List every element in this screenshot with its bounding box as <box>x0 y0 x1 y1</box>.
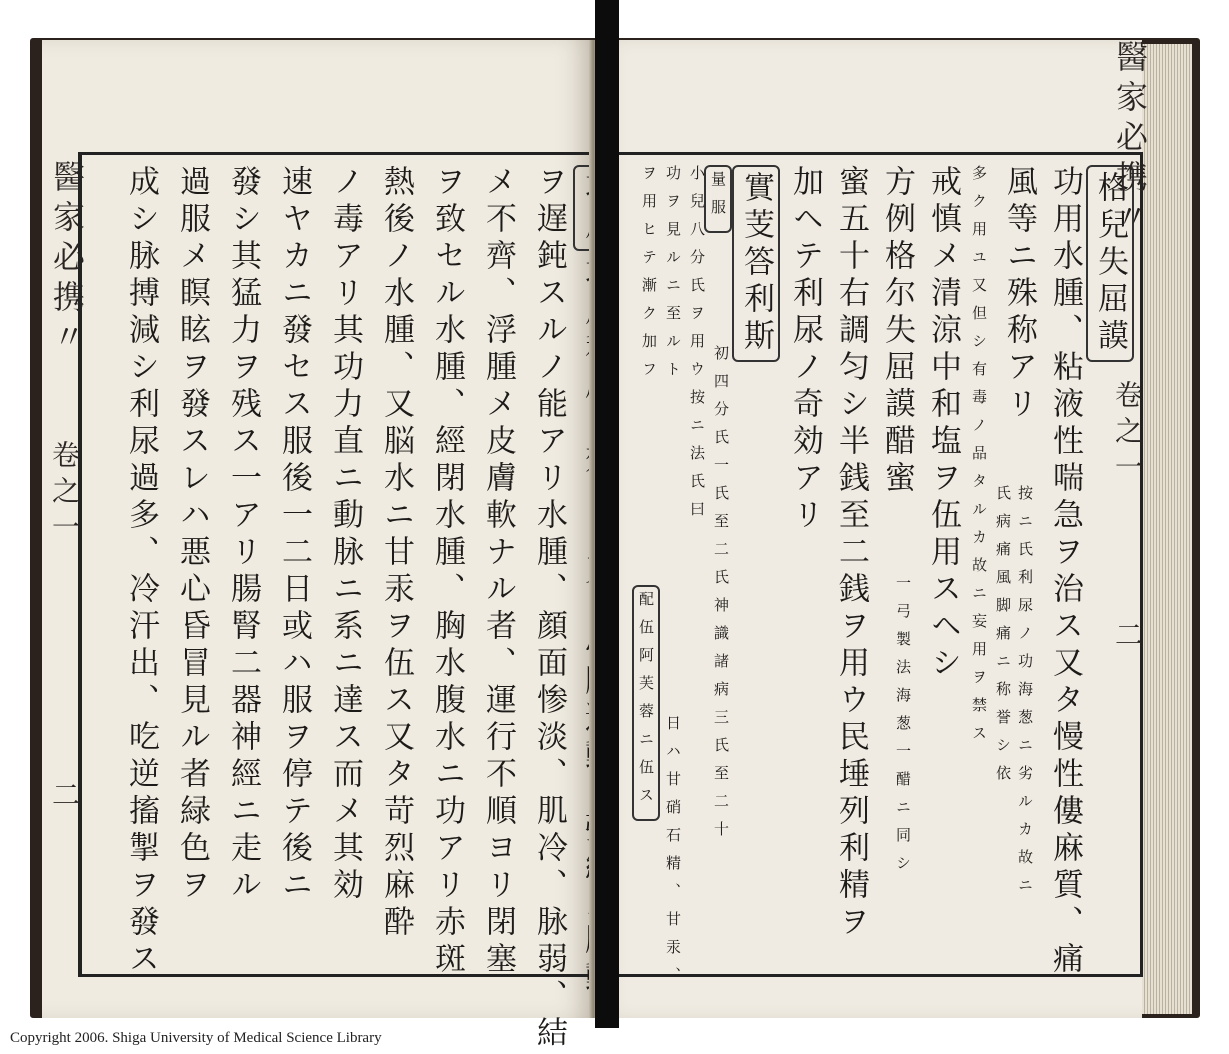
left-column-6: ノ毒アリ其功力直ニ動脉ニ系ニ達ス而メ其効 <box>327 165 363 905</box>
right-text-frame <box>597 152 1143 995</box>
heading-combination: 配伍阿芙蓉ニ伍ス <box>632 585 660 821</box>
right-note-9: ヲ用ヒテ漸ク加フ <box>640 165 658 389</box>
left-column-5: 熱後ノ水腫、又脳水ニ甘汞ヲ伍ス又タ苛烈麻酔 <box>378 165 414 942</box>
right-column-3: 風等ニ殊称アリ <box>1001 165 1037 424</box>
left-margin-title: 醫家必携〃 <box>48 160 86 360</box>
right-margin-title: 醫家必携〃 <box>1111 40 1149 240</box>
right-note-7: 小兒八分氏ヲ用ウ按ニ法氏曰 <box>688 165 706 529</box>
heading-dosage: 量服 <box>704 165 732 233</box>
left-column-3: メ不齊、浮腫メ皮膚軟ナル者、運行不順ヨリ閉塞 <box>480 165 516 979</box>
right-note-4: 一弓製法海葱一醋ニ同シ <box>894 575 912 883</box>
right-page <box>597 40 1149 1018</box>
right-margin-volume: 卷之一 <box>1111 380 1144 488</box>
left-column-2: ヲ遅鈍スルノ能アリ水腫、顔面惨淡、肌冷、脉弱、結 <box>531 165 567 1053</box>
left-column-7: 速ヤカニ發セス服後一二日或ハ服ヲ停テ後ニ <box>276 165 312 905</box>
left-margin-folio: 二 <box>48 780 81 816</box>
right-column-2-text: 功用水腫、粘液性喘急ヲ治ス又タ慢性僂麻質、痛 <box>1047 165 1083 979</box>
right-note-6: 初四分氏一氏至二氏神識諸病三氏至二十 <box>712 345 730 849</box>
left-column-10: 成シ脉搏減シ利尿過多、冷汗出、吃逆搐掣ヲ發ス <box>123 165 159 979</box>
right-note-3: 多ク用ユ又但シ有毒ノ品タルカ故ニ妄用ヲ禁ス <box>970 165 988 753</box>
heading-drug-name: 格兒失屈謨 <box>1086 165 1134 362</box>
right-note-1: 按ニ氏利尿ノ功海葱ニ劣ルカ故ニ <box>1016 485 1034 905</box>
right-note-5 <box>710 165 732 239</box>
right-column-8 <box>738 165 780 368</box>
right-column-2 <box>1044 165 1086 979</box>
left-column-9: 過服メ瞑眩ヲ發スレハ悪心昏冒見ル者緑色ヲ <box>174 165 210 905</box>
heading-digitalis: 實芰答利斯 <box>732 165 780 362</box>
right-note-2: 氏病痛風脚痛ニ称誉シ依 <box>994 485 1012 793</box>
left-margin-volume: 卷之一 <box>48 440 81 548</box>
right-column-6: 蜜五十右調匀シ半銭至二銭ヲ用ウ民埵列利精ヲ <box>833 165 869 942</box>
copyright-notice: Copyright 2006. Shiga University of Medical Science Library <box>10 1030 382 1046</box>
right-note-8: 日ハ甘硝石精、甘汞、 <box>664 715 682 995</box>
right-column-4: 戒慎メ清涼中和塩ヲ伍用スヘシ <box>925 165 961 683</box>
right-column-7: 加ヘテ利尿ノ奇効アリ <box>787 165 823 535</box>
left-column-8: 發シ其猛力ヲ残ス一アリ腸腎二器神經ニ走ル <box>225 165 261 905</box>
left-column-4: ヲ致セル水腫、經閉水腫、胸水腹水ニ功アリ赤斑 <box>429 165 465 979</box>
right-margin-folio: 二 <box>1111 620 1144 656</box>
right-column-5: 方例格尔失屈謨醋蜜 <box>879 165 915 498</box>
right-note-10: 功ヲ見ルニ至ルト <box>664 165 682 389</box>
right-note-11 <box>638 585 660 827</box>
bookmark-ribbon <box>595 0 619 1028</box>
